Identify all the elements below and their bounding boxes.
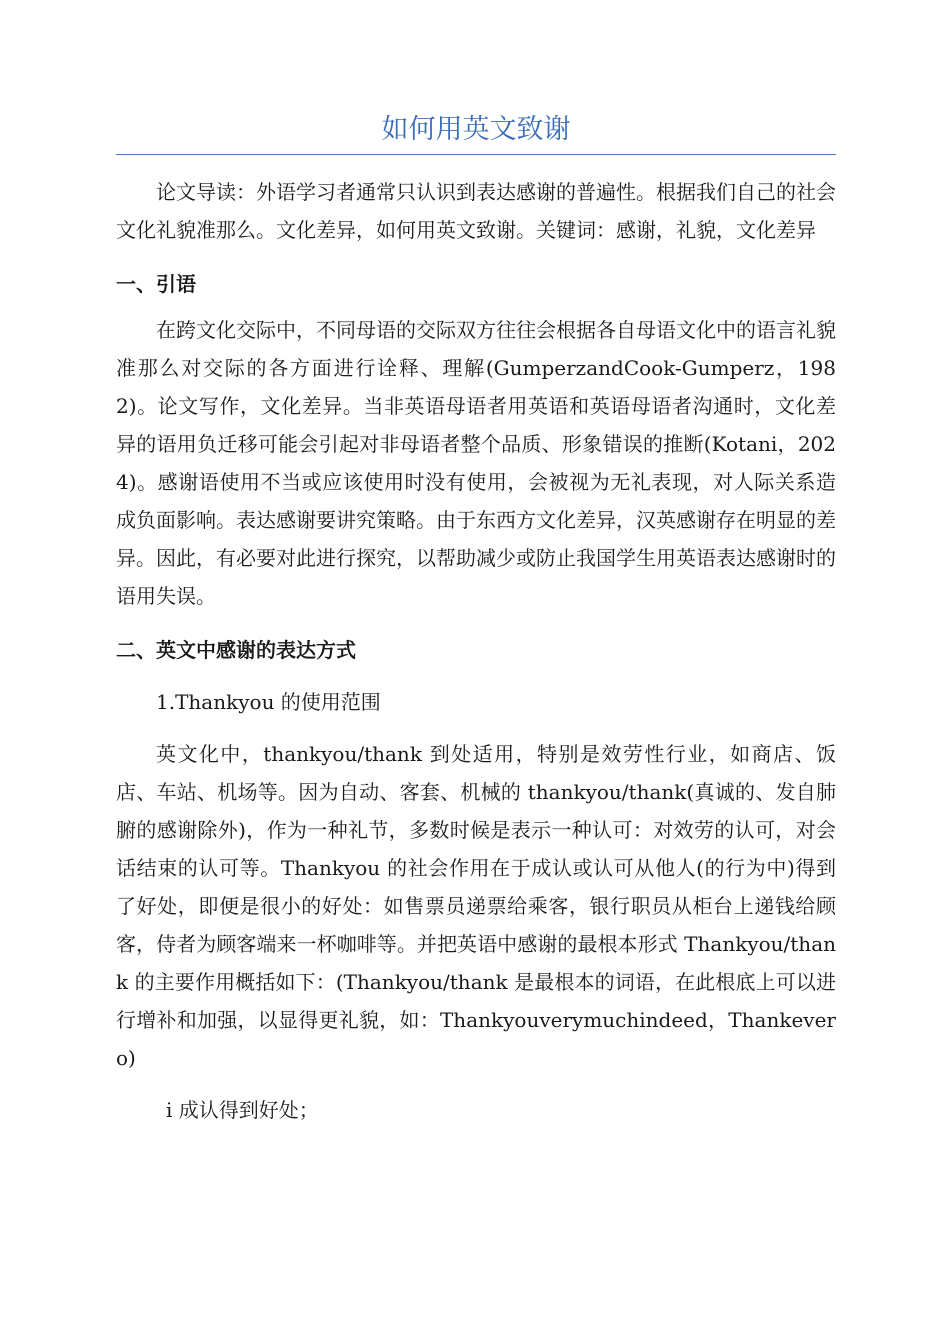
section-heading-english-thanks: 二、英文中感谢的表达方式 [116,638,356,662]
introduction-paragraph: 在跨文化交际中，不同母语的交际双方往往会根据各自母语文化中的语言礼貌准那么对交际的各方面进行诠释、理解(GumperzandCook-Gumperz，1982)。论文写作，文化差异。当非英语母语者用英语和英语母语者沟通时，文化差异的语用负迁移可能会引起对非母语者整个品质、形象错误的推断(Kotani，2024)。感谢语使用不当或应该使用时没有使用，会被视为无礼表现，对人际关系造成负面影响。表达感谢要讲究策略。由于东西方文化差异，汉英感谢存在明显的差异。因此，有必要对此进行探究，以帮助减少或防止我国学生用英语表达感谢时的语用失误。 [116,318,836,608]
list-item: i 成认得到好处； [166,1098,319,1122]
document-title: 如何用英文致谢 [116,108,836,155]
abstract-paragraph: 论文导读：外语学习者通常只认识到表达感谢的普遍性。根据我们自己的社会文化礼貌准那么。文化差异，如何用英文致谢。关键词：感谢，礼貌，文化差异 [116,180,836,242]
section-heading-introduction: 一、引语 [116,272,196,296]
thankyou-scope-paragraph: 英文化中，thankyou/thank 到处适用，特别是效劳性行业，如商店、饭店、车站、机场等。因为自动、客套、机械的 thankyou/thank(真诚的、发自肺腑的感谢除外)，作为一种礼节，多数时候是表示一种认可：对效劳的认可，对会话结束的认可等。Thankyou 的社会作用在于成认或认可从他人(的行为中)得到了好处，即便是很小的好处：如售票员递票给乘客，银行职员从柜台上递钱给顾客，侍者为顾客端来一杯咖啡等。并把英语中感谢的最根本形式 Thankyou/thank 的主要作用概括如下：(Thankyou/thank 是最根本的词语，在此根底上可以进行增补和加强，以显得更礼貌，如：Thankyouverymuchindeed，Thankevero) [116,742,836,1070]
subsection-heading-thankyou-scope: 1.Thankyou 的使用范围 [156,690,381,714]
document-page [116,108,836,1129]
